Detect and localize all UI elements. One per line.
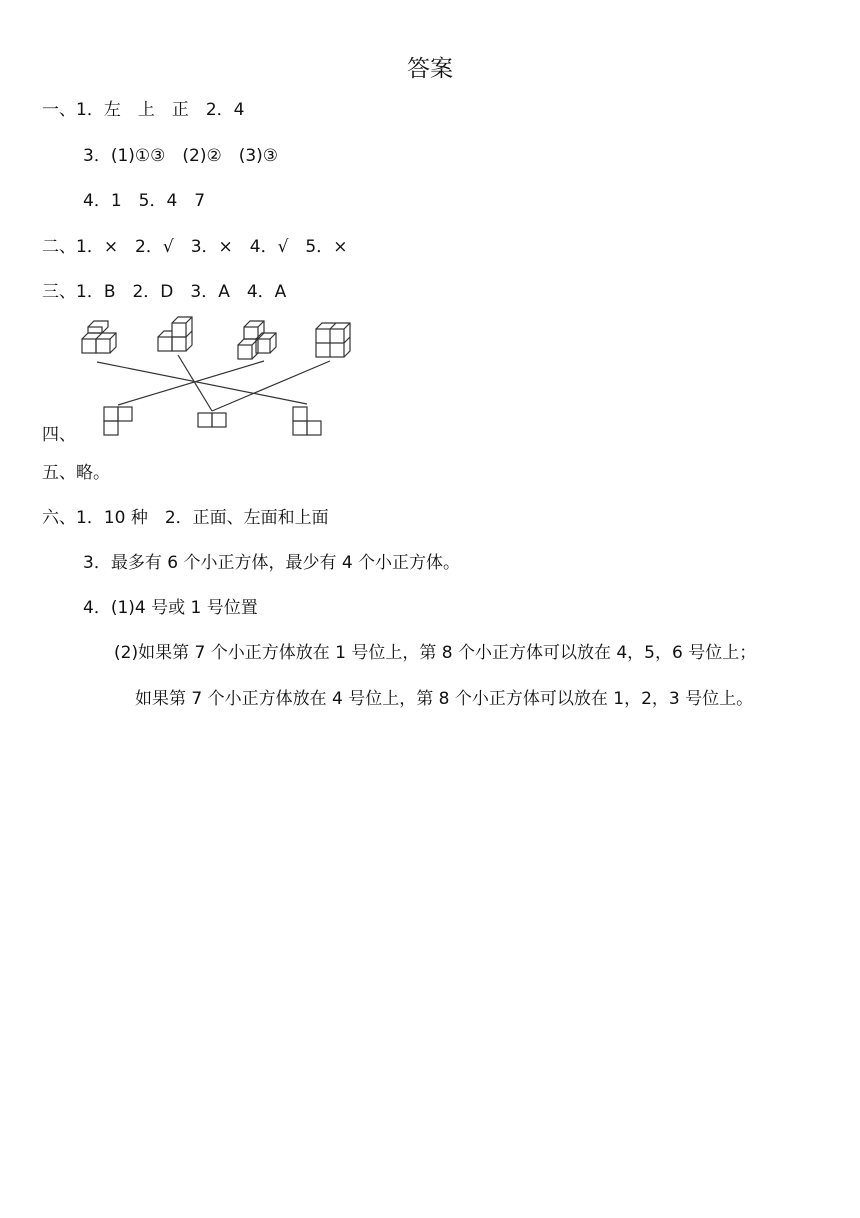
answer-section-5: 五、略。 — [42, 463, 110, 483]
answer-section-6-line-3: 4．(1)4 号或 1 号位置 — [83, 598, 258, 618]
answer-section-1-line-1: 一、1．左 上 正 2．4 — [42, 100, 245, 120]
cube-solid-2 — [158, 317, 192, 351]
view-shape-1 — [104, 407, 132, 435]
cube-solid-4 — [316, 323, 350, 357]
match-line-1 — [97, 362, 307, 404]
answer-section-1-line-2: 3．(1)①③ (2)② (3)③ — [83, 146, 279, 166]
view-shape-2 — [198, 413, 226, 427]
answer-section-6-line-1: 六、1．10 种 2．正面、左面和上面 — [42, 508, 329, 528]
answer-section-3: 三、1．B 2．D 3．A 4．A — [42, 282, 287, 302]
answer-section-1-line-3: 4．1 5．4 7 — [83, 191, 206, 211]
answer-section-2: 二、1．× 2．√ 3．× 4．√ 5．× — [42, 237, 348, 257]
matching-diagram — [75, 316, 365, 441]
answer-section-6-line-2: 3．最多有 6 个小正方体，最少有 4 个小正方体。 — [83, 553, 461, 573]
answer-section-4-label: 四、 — [42, 425, 76, 445]
cube-solid-1 — [82, 321, 116, 353]
answer-section-6-line-4: (2)如果第 7 个小正方体放在 1 号位上，第 8 个小正方体可以放在 4，5，6 号位上； — [114, 643, 757, 663]
answer-section-6-line-5: 如果第 7 个小正方体放在 4 号位上，第 8 个小正方体可以放在 1，2，3 号位上。 — [135, 689, 754, 709]
page-title: 答案 — [407, 56, 453, 82]
cube-solid-3 — [238, 321, 276, 359]
match-line-4 — [212, 361, 330, 411]
match-line-2 — [178, 355, 212, 411]
view-shape-3 — [293, 407, 321, 435]
